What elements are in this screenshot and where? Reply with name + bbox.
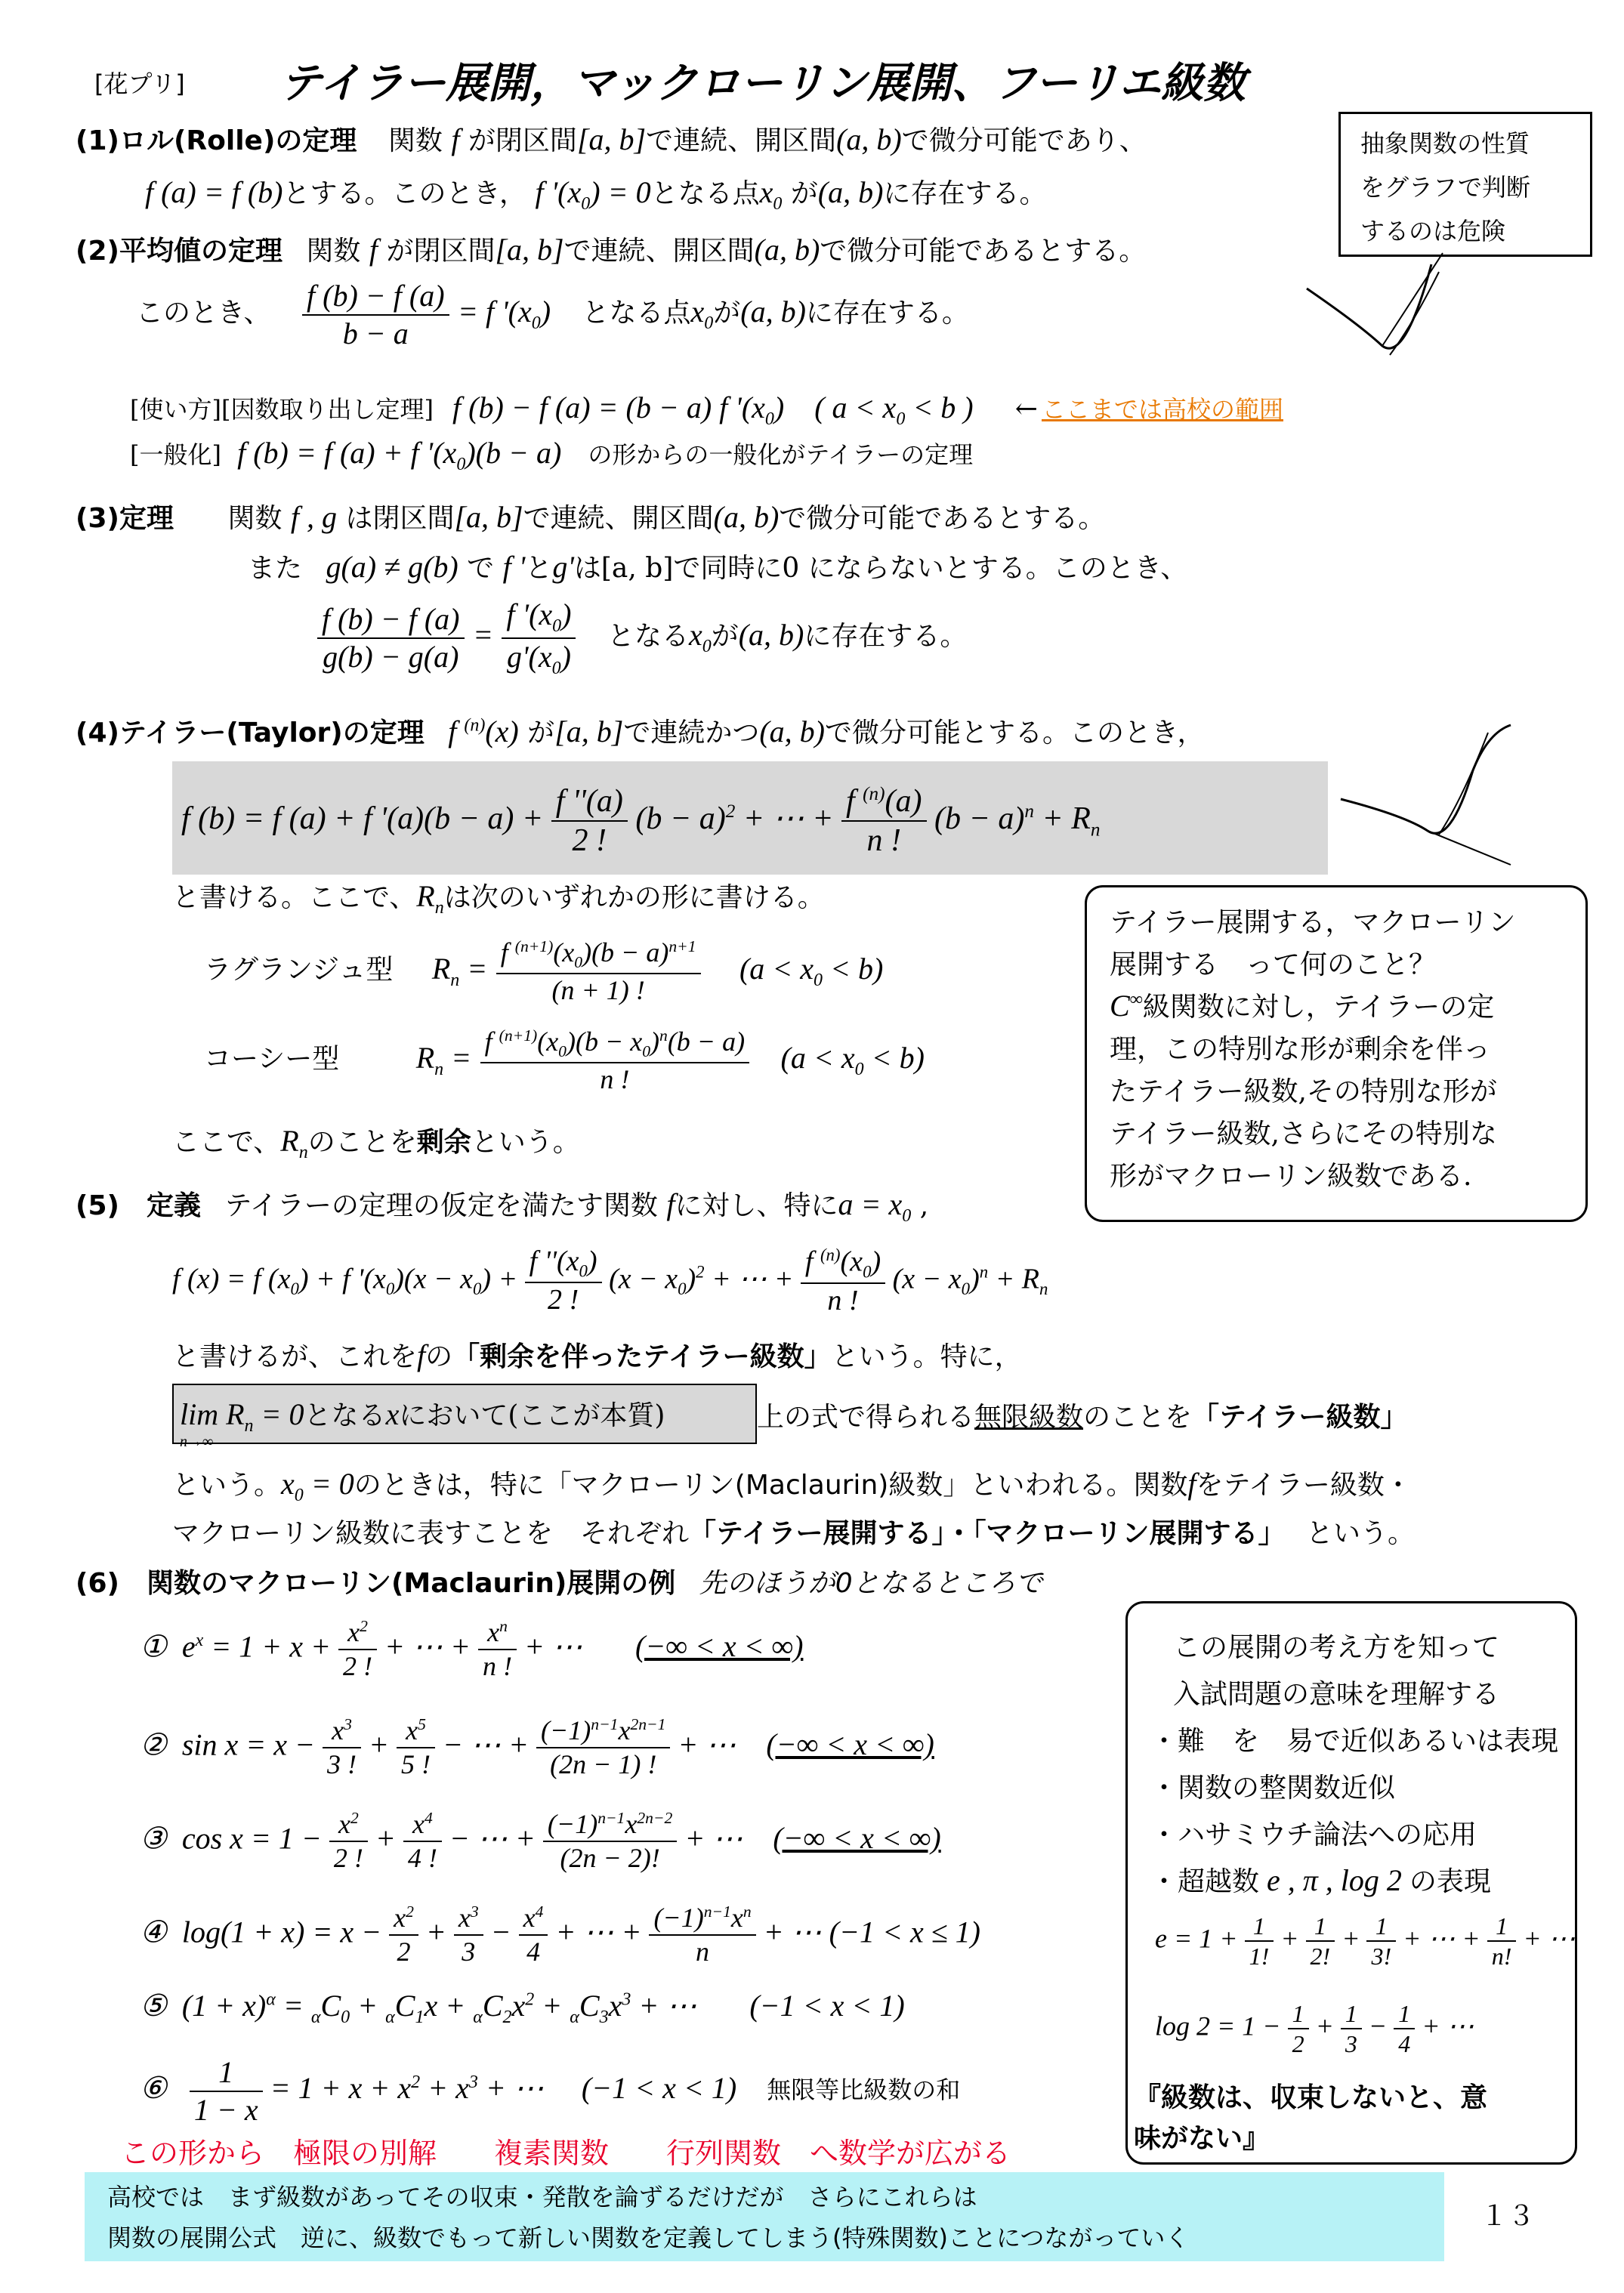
s5-text: 無限級数 [974, 1402, 1084, 1433]
s4-text: 剰余 [416, 1127, 471, 1158]
s5-text: となる [304, 1400, 386, 1431]
page-title: テイラー展開，マックローリン展開、フーリエ級数 [279, 59, 1246, 108]
s6-heading-line [76, 1562, 1042, 1600]
lagrange-fraction: $\frac{f ^{(n+1)}(x_0)(b - a)^{n+1}}{(n + 1) !}$ [496, 937, 701, 1007]
cauchy-fraction: $\frac{f ^{(n+1)}(x_0)(b - x_0)^n(b - a)}{n !}$ [480, 1026, 749, 1096]
s1-text: 関数 [387, 125, 443, 156]
s5-text: といわれる。関数 [970, 1470, 1188, 1501]
apply-line: 味がない』 [1134, 2123, 1270, 2154]
num-4: ④ [140, 1915, 167, 1949]
taylor-sketch [1337, 702, 1518, 869]
apply-line: ・超越数 [1150, 1866, 1260, 1897]
s5-text: 「テイラー級数」 [1192, 1402, 1408, 1433]
s2-usage: [使い方][因数取り出し定理] f (b) − f (a) = (b − a) f '$(x_0)$ ( $a < x_0 < b$ ) ← ここまでは高校の範囲 [130, 390, 1283, 429]
taylor-term-n: $\frac{f ^{(n)}(a)}{n !}$ [841, 782, 927, 860]
page-number: １３ [1480, 2201, 1536, 2232]
expansion-geometric: ⑥ $\frac{1}{1 - x}$ = $1 + x + x^2 + x^3$ + ⋯ (−1 < x < 1) 無限等比級数の和 [140, 2055, 961, 2127]
taylor-series-remainder: f (x) = f $(x_0) + f$ '$(x_0)(x - x_0)$ + $\frac{f ''(x_0)}{2 !}$ $(x - x_0)^2$ + ⋯ + $\frac{f ^{(n)}(x_0)}{n !}$ $(x - x_0)^n + R_n$ [172, 1245, 1048, 1318]
log2-series: log 2 = 1 − $\frac{1}{2}$ + $\frac{1}{3}$ − $\frac{1}{4}$ + ⋯ [1155, 2000, 1474, 2058]
info-box: テイラー展開する，マクローリン 展開する って何のこと？ C∞級関数に対し，テイラーの定 理，この特別な形が剰余を伴っ たテイラー級数,その特別な形が テイラー級数,さらにその特別な 形がマクローリン級数である. [1085, 885, 1588, 1222]
s2-text: が [713, 298, 741, 329]
s3-text: は閉区間 [345, 503, 455, 534]
info-line: 級関数に対し，テイラーの定 [1142, 992, 1495, 1023]
s5-text: 上の式で得られる [757, 1402, 975, 1433]
apply-line: ・関数の整関数近似 [1150, 1773, 1396, 1804]
note-box [1338, 112, 1592, 257]
usage-label: [使い方][因数取り出し定理] [130, 395, 434, 424]
apply-line: この展開の考え方を知って [1173, 1632, 1500, 1663]
info-line: 展開する って何のこと？ [1110, 949, 1437, 980]
apply-line: 『級数は、収束しないと、意 [1134, 2082, 1488, 2113]
s2-text: このとき、 [136, 298, 271, 329]
s5-text: テイラーの定理の仮定を満たす関数 [224, 1190, 658, 1221]
general-note: の形からの一般化がテイラーの定理 [588, 440, 974, 469]
expansion-exp: ① $e^x = 1 + x$ + $\frac{x^2}{2 !}$ + ⋯ + $\frac{x^n}{n !}$ + ⋯ (−∞ < x < ∞) [140, 1617, 804, 1682]
s3-text: で [467, 553, 495, 584]
s2-text: となる点 [582, 298, 691, 329]
s4-text: と書ける。ここで、 [172, 882, 417, 913]
arrow-icon: ← [1014, 393, 1038, 424]
s4-remainder: ここで、$R_n$のことを剰余という。 [172, 1124, 580, 1162]
s3-line2: また g(a) ≠ g(b) で f 'とg'は[a, b]で同時に0 にならないとする。このとき、 [248, 550, 1188, 584]
s5-line5 [172, 1512, 1415, 1551]
s5-text: という。 [1305, 1518, 1415, 1549]
expansion-sin: ② sin x = x − $\frac{x^3}{3 !}$ + $\frac{x^5}{5 !}$ − ⋯ + $\frac{(-1)^{n-1}x^{2n-1}}{(2n - 1) !}$ + ⋯ (−∞ < x < ∞) [140, 1715, 934, 1780]
s3-line3: $\frac{f (b) - f (a)}{g(b) - g(a)}$ = $\frac{f '(x_0)}{g'(x_0)}$ となる$x_0$が(a, b)に存在する。 [317, 597, 967, 680]
s5-text: マクローリン級数に表すことを それぞれ [172, 1518, 690, 1549]
cyan-line: 関数の展開公式 逆に、級数でもって新しい関数を定義してしまう(特殊関数)ことにつながっていく [107, 2224, 1190, 2252]
s2-heading: (2)平均値の定理 [76, 236, 283, 267]
mvt-fraction: $\frac{f (b) - f (a)}{b - a}$ [302, 278, 449, 352]
s4-text: のことを [307, 1127, 417, 1158]
cauchy-left-fraction: $\frac{f (b) - f (a)}{g(b) - g(a)}$ [317, 601, 465, 675]
s4-line1: (4)テイラー(Taylor)の定理 f $^{(n)}$(x) が[a, b]で連続かつ(a, b)で微分可能とする。このとき， [76, 714, 1205, 748]
apply-line: ・ハサミウチ論法への応用 [1150, 1819, 1477, 1850]
school-note: ここまでは高校の範囲 [1041, 395, 1283, 424]
s3-heading: (3)定理 [76, 503, 174, 534]
s4-line2: と書ける。ここで、$R_n$は次のいずれかの形に書ける。 [172, 879, 825, 918]
rolle-sketch [1299, 249, 1450, 370]
s5-text: に対し、特に [675, 1190, 838, 1221]
lagrange-form: ラグランジュ型 $R_n$ = $\frac{f ^{(n+1)}(x_0)(b - a)^{n+1}}{(n + 1) !}$ $(a < x_0 < b)$ [204, 937, 883, 1007]
red-note: この形から 極限の別解 複素関数 行列関数 へ数学が広がる [121, 2137, 1011, 2170]
lagrange-label: ラグランジュ型 [204, 954, 394, 986]
apply-line: 入試問題の意味を理解する [1173, 1679, 1500, 1710]
expansion-cos: ③ cos x = 1 − $\frac{x^2}{2 !}$ + $\frac{x^4}{4 !}$ − ⋯ + $\frac{(-1)^{n-1}x^{2n-2}}{(2n - 2)!}$ + ⋯ (−∞ < x < ∞) [140, 1809, 941, 1874]
s3-text: に存在する。 [804, 620, 968, 652]
s2-text: で微分可能であるとする。 [820, 236, 1147, 267]
series-term-2: $\frac{f ''(x_0)}{2 !}$ [525, 1245, 602, 1318]
s5-text: をテイラー級数・ [1196, 1470, 1412, 1501]
s3-text: は[a, b]で同時に0 にならないとする。このとき、 [573, 553, 1188, 584]
s5-text: 「テイラー展開する」・「マクローリン展開する」 [689, 1518, 1286, 1549]
s1-text: に存在する。 [883, 178, 1047, 209]
apply-line: ・難 を 易で近似あるいは表現 [1150, 1726, 1559, 1757]
cyan-box [85, 2172, 1444, 2261]
s3-text: で連続、開区間 [523, 503, 714, 534]
s6-heading: (6) 関数のマクローリン(Maclaurin)展開の例 [76, 1568, 676, 1599]
num-1: ① [140, 1629, 167, 1664]
note-line: するのは危険 [1360, 217, 1506, 245]
s4-text: ここで、 [172, 1127, 281, 1158]
info-line: 形がマクローリン級数である. [1110, 1161, 1472, 1192]
s2-text: が閉区間 [386, 236, 496, 267]
s5-heading: (5) 定義 [76, 1190, 201, 1221]
s2-text: 関数 [306, 236, 361, 267]
s1-text: が閉区間 [468, 125, 577, 156]
s5-line3 [757, 1396, 1408, 1434]
taylor-term-2: $\frac{f ''(a)}{2 !}$ [551, 782, 628, 860]
apply-line: の表現 [1409, 1866, 1491, 1897]
s2-text: で連続、開区間 [563, 236, 755, 267]
expansion-log: ④ log(1 + x) = x − $\frac{x^2}{2}$ + $\frac{x^3}{3}$ − $\frac{x^4}{4}$ + ⋯ + $\frac{(-1)^{n-1}x^n}{n}$ + ⋯ (−1 < x ≤ 1) [140, 1903, 980, 1967]
header-tag: [花プリ] [94, 69, 185, 98]
limit-box: $\lim R_n = 0$となるxにおいて(ここが本質) [172, 1384, 757, 1444]
s1-text: で微分可能であり、 [901, 125, 1147, 156]
s1-line2: f (a) = f (b)とする。このとき， f '$(x_0) = 0$となる点$x_0$ が(a, b)に存在する。 [145, 175, 1047, 214]
apply-box: この展開の考え方を知って 入試問題の意味を理解する ・難 を 易で近似あるいは表現 ・関数の整関数近似 ・ハサミウチ論法への応用 ・超越数 e , π , log 2 の表現 e = 1 + $\frac{1}{1!}$ + $\frac{1}{2!}$ + $\frac{1}{3!}$ + ⋯ + $\frac{1}{n!}$ + ⋯ log 2 = 1 − $\frac{1}{2}$ + $\frac{1}{3}$ − $\frac{1}{4}$ + ⋯ 『級数は、収束しないと、意 味がない』 [1125, 1601, 1577, 2165]
s1-text: で連続、開区間 [646, 125, 837, 156]
s1-heading: (1)ロル(Rolle)の定理 [76, 125, 357, 156]
s5-text: という。 [172, 1470, 282, 1501]
s3-text: 関数 [227, 503, 283, 534]
e-series: e = 1 + $\frac{1}{1!}$ + $\frac{1}{2!}$ + $\frac{1}{3!}$ + ⋯ + $\frac{1}{n!}$ + ⋯ [1155, 1912, 1576, 1970]
s1-text: が [790, 178, 818, 209]
s5-text: と書けるが、これを [172, 1341, 418, 1372]
cauchy-right-fraction: $\frac{f '(x_0)}{g'(x_0)}$ [502, 597, 576, 680]
info-line: 理，この特別な形が剰余を伴っ [1110, 1034, 1491, 1065]
s4-text: で連続かつ [623, 718, 760, 748]
general-label: [一般化] [130, 440, 221, 469]
s5-line4: という。$x_0 = 0$のときは，特に「マクローリン(Maclaurin)級数」といわれる。関数fをテイラー級数・ [172, 1467, 1412, 1505]
s4-heading: (4)テイラー(Taylor)の定理 [76, 718, 425, 748]
num-6: ⑥ [140, 2071, 167, 2106]
s5-text: 「マクローリン(Maclaurin)級数」 [544, 1470, 971, 1501]
s3-text: また [248, 553, 303, 584]
s3-text: が [711, 620, 739, 652]
s5-text: の [425, 1341, 453, 1372]
s1-text: となる点 [650, 178, 760, 209]
num-5: ⑤ [140, 1989, 167, 2023]
info-line: テイラー級数,さらにその特別な [1110, 1119, 1497, 1150]
sum-note: 無限等比級数の和 [767, 2075, 961, 2105]
info-line: たテイラー級数,その特別な形が [1110, 1076, 1497, 1107]
s5-line2: と書けるが、これをfの「剰余を伴ったテイラー級数」という。特に， [172, 1338, 1022, 1372]
s1-line1: (1)ロル(Rolle)の定理 関数 f が閉区間[a, b]で連続、開区間(a, b)で微分可能であり、 [76, 122, 1147, 156]
taylor-formula-box: f (b) = f (a) + f '(a)(b − a) + $\frac{f ''(a)}{2 !}$ $(b - a)^2$ + ⋯ + $\frac{f ^{(n)}(a)}{n !}$ $(b - a)^n + R_n$ [172, 761, 1328, 875]
num-3: ③ [140, 1821, 167, 1856]
s5-text: のときは，特に [354, 1470, 545, 1501]
expansion-binomial: ⑤ $(1 + x)^\alpha = _\alpha C_0 + _\alpha C_1x + _\alpha C_2x^2 + _\alpha C_3x^3$ + ⋯ (−1 < x < 1) [140, 1989, 905, 2027]
s5-text: 「剰余を伴ったテイラー級数」 [452, 1341, 832, 1372]
s2-line1: (2)平均値の定理 関数 f が閉区間[a, b]で連続、開区間(a, b)で微分可能であるとする。 [76, 233, 1147, 267]
s1-text: とする。このとき， [283, 178, 527, 209]
s5-text: において(ここが本質) [399, 1400, 665, 1431]
info-line: テイラー展開する，マクローリン [1110, 907, 1516, 938]
s2-text: に存在する。 [805, 298, 969, 329]
cauchy-label: コーシー型 [204, 1043, 340, 1075]
cyan-line: 高校では まず級数があってその収束・発散を論ずるだけだが さらにこれらは [107, 2183, 977, 2211]
s2-general: [一般化] f (b) = f (a) + f '$(x_0)(b - a)$ の形からの一般化がテイラーの定理 [130, 436, 974, 474]
s3-line1: (3)定理 関数 f , g は閉区間[a, b]で連続、開区間(a, b)で微分可能であるとする。 [76, 500, 1106, 534]
cauchy-form: コーシー型 $R_n$ = $\frac{f ^{(n+1)}(x_0)(b - x_0)^n(b - a)}{n !}$ $(a < x_0 < b)$ [204, 1026, 925, 1096]
s4-text: で微分可能とする。このとき， [824, 718, 1205, 748]
s4-text: が [527, 718, 555, 748]
s5-line1: (5) 定義 テイラーの定理の仮定を満たす関数 fに対し、特に$a = x_0$ , [76, 1187, 929, 1226]
s4-text: は次のいずれかの形に書ける。 [443, 882, 825, 913]
note-line: 抽象関数の性質 [1360, 129, 1530, 158]
s6-note: 先のほうが0となるところで [699, 1568, 1043, 1599]
series-term-n: $\frac{f ^{(n)}(x_0)}{n !}$ [801, 1245, 885, 1318]
s3-text: となる [607, 620, 689, 652]
s5-text: という。特に， [831, 1341, 1022, 1372]
s3-text: で微分可能であるとする。 [779, 503, 1106, 534]
limit-subscript: n→∞ [180, 1434, 214, 1450]
note-line: をグラフで判断 [1360, 173, 1530, 202]
num-2: ② [140, 1727, 167, 1762]
s4-text: という。 [471, 1127, 580, 1158]
s5-text: のことを [1083, 1402, 1193, 1433]
s2-line2: このとき、 $\frac{f (b) - f (a)}{b - a}$ = f '$(x_0)$ となる点$x_0$が(a, b)に存在する。 [136, 279, 969, 350]
